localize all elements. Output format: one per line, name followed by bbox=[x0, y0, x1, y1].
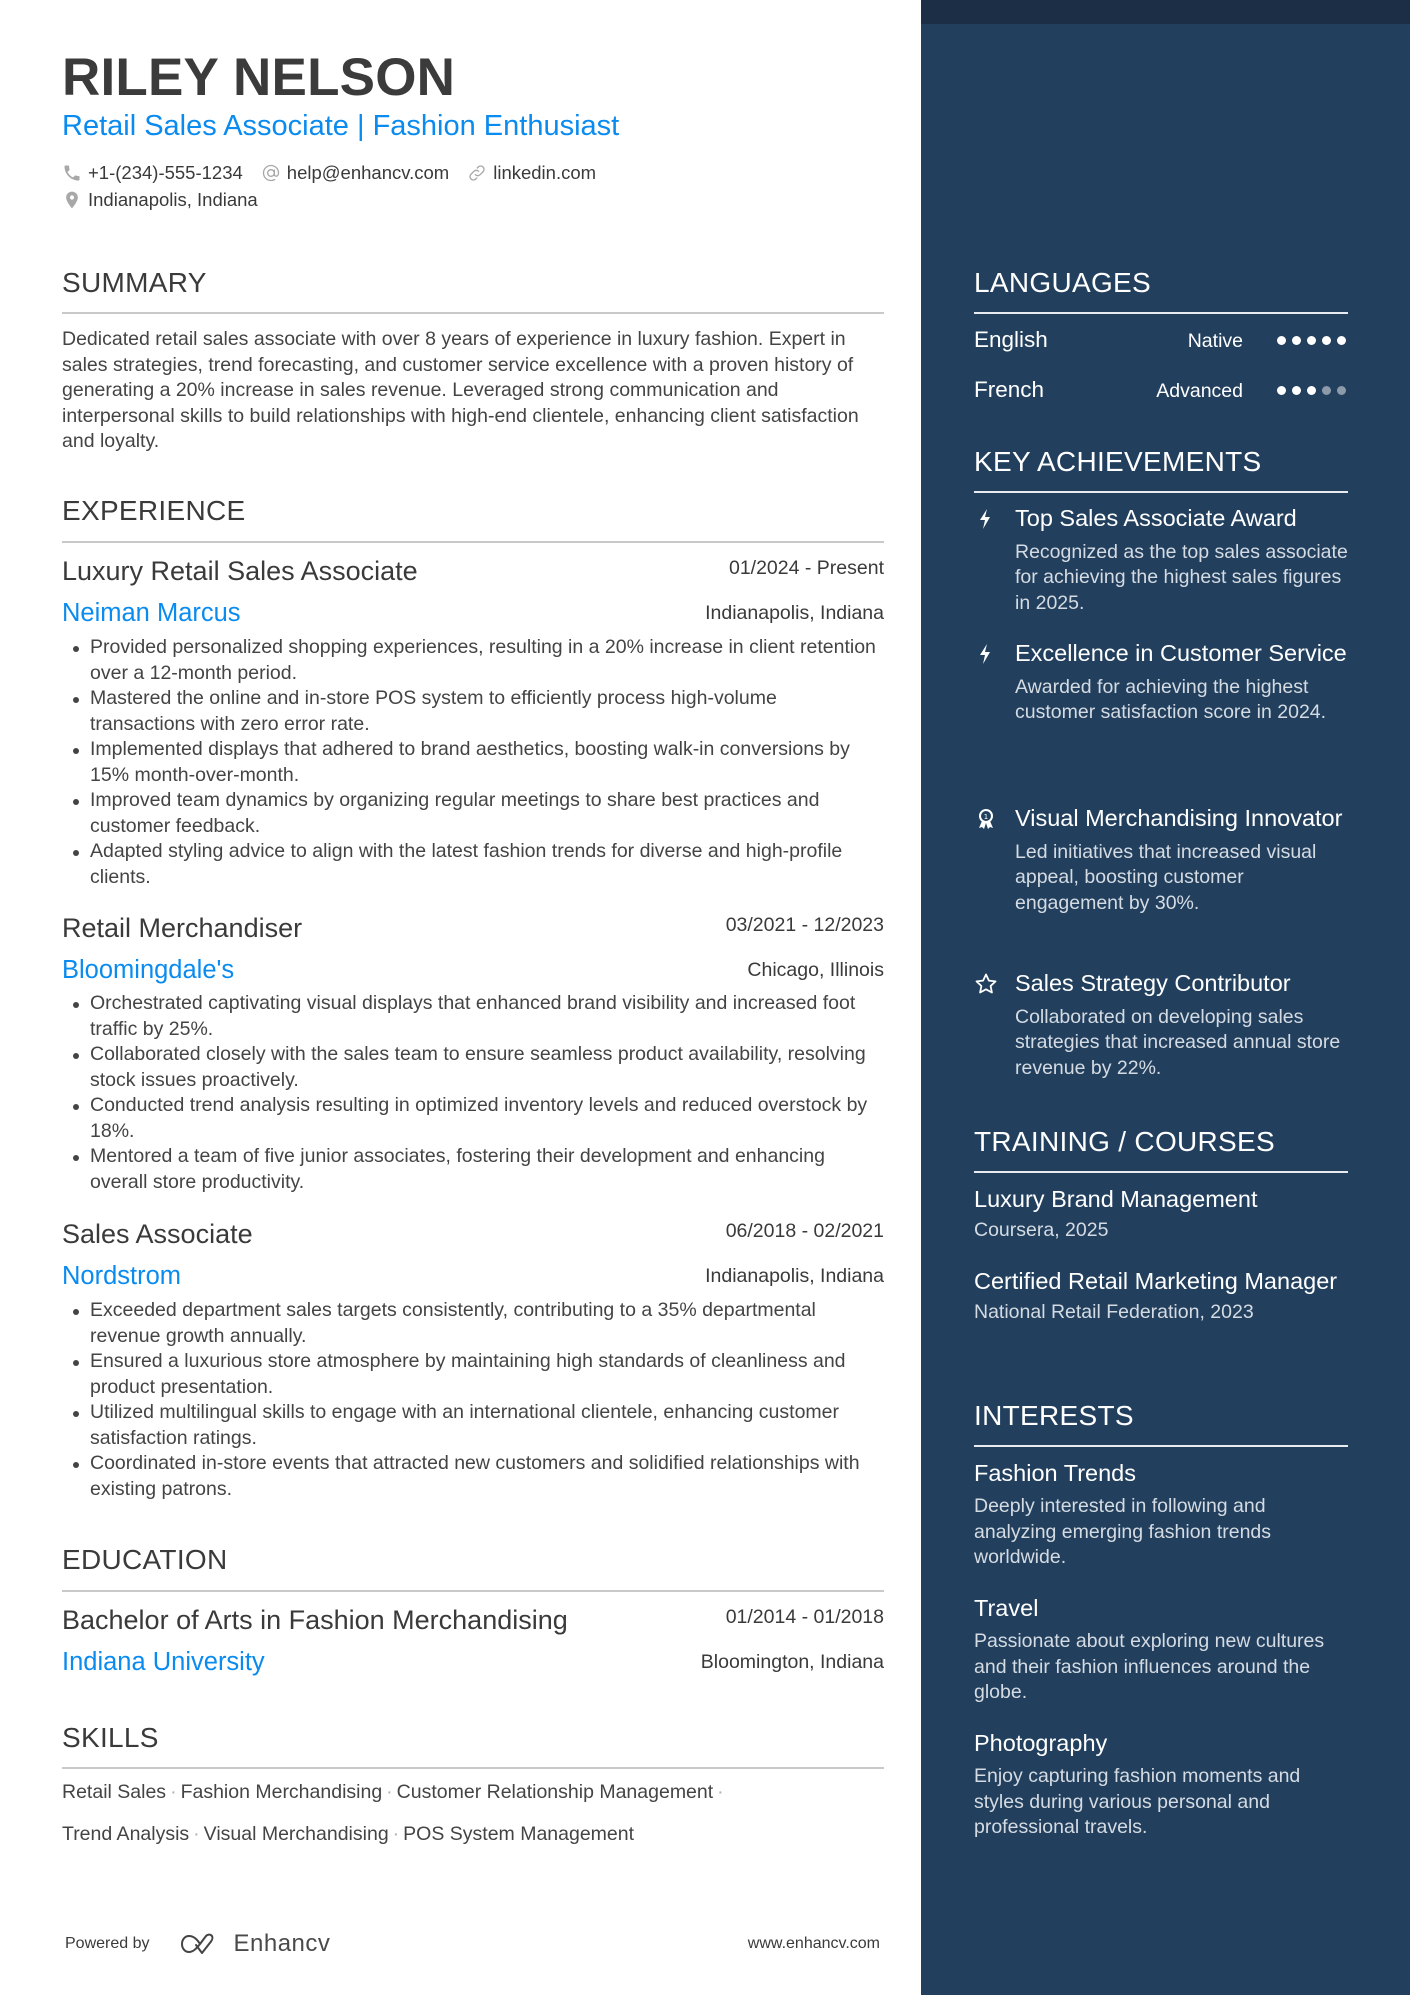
job-title: Retail Merchandiser bbox=[62, 913, 303, 943]
contact-phone bbox=[62, 161, 243, 185]
enhancv-brand-text: Enhancv bbox=[233, 1930, 331, 1957]
dot-empty bbox=[1322, 386, 1331, 395]
contact-row-1 bbox=[62, 161, 614, 185]
contact-email[interactable] bbox=[261, 161, 449, 185]
lightning-bolt-icon bbox=[974, 642, 998, 666]
bullet-item: Conducted trend analysis resulting in optimized inventory levels and reduced overstock by 18%. bbox=[62, 1093, 884, 1144]
language-item bbox=[974, 325, 1348, 355]
language-level: Advanced bbox=[1156, 380, 1243, 402]
course-title: Luxury Brand Management bbox=[974, 1186, 1258, 1212]
job-bullets bbox=[62, 1298, 884, 1502]
bullet-item: Exceeded department sales targets consistently, contributing to a 35% departmental revenue growth annually. bbox=[62, 1298, 884, 1349]
course-item bbox=[974, 1184, 1348, 1244]
achievement-description: Collaborated on developing sales strategies that increased annual store revenue by 22%. bbox=[1015, 1005, 1341, 1079]
svg-text:1: 1 bbox=[983, 813, 989, 821]
dot-filled bbox=[1292, 336, 1301, 345]
training-divider bbox=[974, 1171, 1348, 1173]
school-location: Bloomington, Indiana bbox=[700, 1651, 884, 1673]
interest-description: Enjoy capturing fashion moments and styles during various personal and professional travels. bbox=[974, 1765, 1301, 1838]
job-location: Indianapolis, Indiana bbox=[705, 1265, 884, 1287]
achievement-description: Awarded for achieving the highest customer satisfaction score in 2024. bbox=[1015, 675, 1327, 723]
degree-title: Bachelor of Arts in Fashion Merchandising bbox=[62, 1605, 568, 1635]
bullet-item: Collaborated closely with the sales team to ensure seamless product availability, resolving stock issues proactively. bbox=[62, 1042, 884, 1093]
skills-heading: SKILLS bbox=[62, 1722, 159, 1753]
contact-linkedin[interactable] bbox=[467, 161, 596, 185]
interest-item bbox=[974, 1593, 1348, 1706]
job-bullets bbox=[62, 991, 884, 1195]
skills-line-2 bbox=[62, 1821, 634, 1847]
languages-divider bbox=[974, 312, 1348, 314]
job-dates: 03/2021 - 12/2023 bbox=[725, 914, 884, 936]
bullet-item: Mastered the online and in-store POS system to efficiently process high-volume transactions with zero error rate. bbox=[62, 686, 884, 737]
education-divider bbox=[62, 1590, 884, 1592]
bullet-item: Orchestrated captivating visual displays that enhanced brand visibility and increased foot traffic by 25%. bbox=[62, 991, 884, 1042]
bullet-item: Ensured a luxurious store atmosphere by maintaining high standards of cleanliness and product presentation. bbox=[62, 1349, 884, 1400]
skill-item: POS System Management bbox=[403, 1823, 635, 1845]
enhancv-logo[interactable] bbox=[178, 1930, 331, 1958]
training-heading: TRAINING / COURSES bbox=[974, 1126, 1275, 1157]
interest-title: Fashion Trends bbox=[974, 1460, 1136, 1486]
language-item bbox=[974, 375, 1348, 405]
contact-email-text[interactable]: help@enhancv.com bbox=[286, 162, 450, 183]
summary-divider bbox=[62, 312, 884, 314]
phone-icon bbox=[62, 163, 82, 183]
skill-separator: · bbox=[193, 1823, 200, 1845]
proficiency-dots bbox=[1271, 386, 1346, 395]
dot-filled bbox=[1337, 336, 1346, 345]
education-dates: 01/2014 - 01/2018 bbox=[725, 1606, 884, 1628]
dot-filled bbox=[1292, 386, 1301, 395]
experience-heading: EXPERIENCE bbox=[62, 495, 246, 526]
skill-item: Customer Relationship Management bbox=[396, 1781, 714, 1803]
job-dates: 06/2018 - 02/2021 bbox=[725, 1220, 884, 1242]
sidebar bbox=[921, 0, 1410, 1995]
skill-separator: · bbox=[386, 1781, 393, 1803]
powered-by-label: Powered by bbox=[65, 1935, 150, 1952]
lightning-bolt-icon bbox=[974, 507, 998, 531]
skill-separator: · bbox=[392, 1823, 400, 1845]
contact-location-text: Indianapolis, Indiana bbox=[88, 189, 258, 210]
contact-row-2 bbox=[62, 188, 276, 212]
experience-divider bbox=[62, 541, 884, 543]
bullet-item: Implemented displays that adhered to brand aesthetics, boosting walk-in conversions by 15% month-over-month. bbox=[62, 737, 884, 788]
dot-empty bbox=[1337, 386, 1346, 395]
achievement-item bbox=[974, 639, 1348, 726]
bullet-item: Mentored a team of five junior associates, fostering their development and enhancing overall store productivity. bbox=[62, 1144, 884, 1195]
course-title: Certified Retail Marketing Manager bbox=[974, 1268, 1338, 1294]
achievements-heading: KEY ACHIEVEMENTS bbox=[974, 446, 1262, 477]
bullet-item: Improved team dynamics by organizing regular meetings to share best practices and customer feedback. bbox=[62, 788, 884, 839]
job-dates: 01/2024 - Present bbox=[728, 557, 884, 579]
skills-line-1 bbox=[62, 1779, 728, 1805]
summary-heading: SUMMARY bbox=[62, 267, 207, 298]
footer-url[interactable]: www.enhancv.com bbox=[747, 1935, 880, 1952]
course-provider: Coursera, 2025 bbox=[974, 1219, 1109, 1241]
bullet-item: Provided personalized shopping experiences, resulting in a 20% increase in client retention over a 12-month period. bbox=[62, 635, 884, 686]
interest-item bbox=[974, 1728, 1348, 1841]
link-icon bbox=[467, 163, 487, 183]
footer-branding bbox=[65, 1930, 330, 1958]
skill-item: Retail Sales bbox=[62, 1781, 167, 1803]
enhancv-logo-icon bbox=[178, 1931, 226, 1957]
achievement-title: Excellence in Customer Service bbox=[1015, 640, 1347, 666]
star-icon bbox=[974, 972, 998, 996]
skill-item: Trend Analysis bbox=[62, 1823, 190, 1845]
interest-title: Travel bbox=[974, 1595, 1039, 1621]
summary-text: Dedicated retail sales associate with over 8 years of experience in luxury fashion. Expert in sales strategies, trend forecasting, and customer service excellence with a proven history of generating a 20% increase in sales revenue. Leveraged strong communication and interpersonal skills to build relationships with high-end clientele, enhancing client satisfaction and loyalty. bbox=[62, 328, 859, 452]
dot-filled bbox=[1277, 386, 1286, 395]
skill-separator: · bbox=[170, 1781, 177, 1803]
achievement-description: Led initiatives that increased visual appeal, boosting customer engagement by 30%. bbox=[1015, 840, 1317, 914]
company-name: Nordstrom bbox=[62, 1262, 182, 1290]
job-title: Luxury Retail Sales Associate bbox=[62, 556, 418, 586]
skill-separator: · bbox=[717, 1781, 724, 1803]
achievements-divider bbox=[974, 491, 1348, 493]
achievement-item bbox=[974, 804, 1348, 916]
language-name: French bbox=[974, 377, 1045, 402]
school-name: Indiana University bbox=[62, 1648, 265, 1676]
achievement-title: Top Sales Associate Award bbox=[1015, 505, 1297, 531]
contact-linkedin-text[interactable]: linkedin.com bbox=[493, 162, 597, 183]
achievement-item bbox=[974, 504, 1348, 616]
company-name: Neiman Marcus bbox=[62, 599, 241, 627]
achievement-title: Sales Strategy Contributor bbox=[1015, 970, 1291, 996]
course-item bbox=[974, 1266, 1348, 1326]
company-name: Bloomingdale's bbox=[62, 956, 235, 984]
interest-item bbox=[974, 1458, 1348, 1571]
proficiency-dots bbox=[1271, 336, 1346, 345]
language-name: English bbox=[974, 327, 1048, 352]
achievement-item bbox=[974, 969, 1348, 1081]
interest-description: Passionate about exploring new cultures and their fashion influences around the globe. bbox=[974, 1630, 1325, 1703]
education-heading: EDUCATION bbox=[62, 1544, 228, 1575]
dot-filled bbox=[1307, 386, 1316, 395]
job-location: Chicago, Illinois bbox=[747, 959, 884, 981]
interest-description: Deeply interested in following and analyzing emerging fashion trends worldwide. bbox=[974, 1495, 1272, 1568]
dot-filled bbox=[1322, 336, 1331, 345]
language-level: Native bbox=[1187, 330, 1243, 352]
interests-divider bbox=[974, 1445, 1348, 1447]
job-location: Indianapolis, Indiana bbox=[705, 602, 884, 624]
bullet-item: Adapted styling advice to align with the latest fashion trends for diverse and high-profile clients. bbox=[62, 839, 884, 890]
contact-phone-text: +1-(234)-555-1234 bbox=[88, 162, 243, 183]
job-title: Sales Associate bbox=[62, 1219, 253, 1249]
skills-divider bbox=[62, 1767, 884, 1769]
job-bullets bbox=[62, 635, 884, 890]
location-pin-icon bbox=[62, 190, 82, 210]
sidebar-top-band bbox=[921, 0, 1410, 24]
bullet-item: Coordinated in-store events that attracted new customers and solidified relationships with existing patrons. bbox=[62, 1451, 884, 1502]
skill-item: Visual Merchandising bbox=[203, 1823, 389, 1845]
candidate-name: RILEY NELSON bbox=[62, 48, 456, 107]
award-ribbon-icon bbox=[974, 807, 998, 831]
achievement-description: Recognized as the top sales associate for achieving the highest sales figures in 2025. bbox=[1015, 540, 1348, 614]
interest-title: Photography bbox=[974, 1730, 1108, 1756]
bullet-item: Utilized multilingual skills to engage with an international clientele, enhancing customer satisfaction ratings. bbox=[62, 1400, 884, 1451]
course-provider: National Retail Federation, 2023 bbox=[974, 1301, 1254, 1323]
skill-item: Fashion Merchandising bbox=[180, 1781, 383, 1803]
candidate-title: Retail Sales Associate | Fashion Enthusiast bbox=[62, 110, 620, 142]
at-icon bbox=[261, 163, 281, 183]
interests-heading: INTERESTS bbox=[974, 1400, 1134, 1431]
dot-filled bbox=[1277, 336, 1286, 345]
dot-filled bbox=[1307, 336, 1316, 345]
languages-heading: LANGUAGES bbox=[974, 267, 1151, 298]
achievement-title: Visual Merchandising Innovator bbox=[1015, 805, 1343, 831]
contact-location bbox=[62, 188, 258, 212]
